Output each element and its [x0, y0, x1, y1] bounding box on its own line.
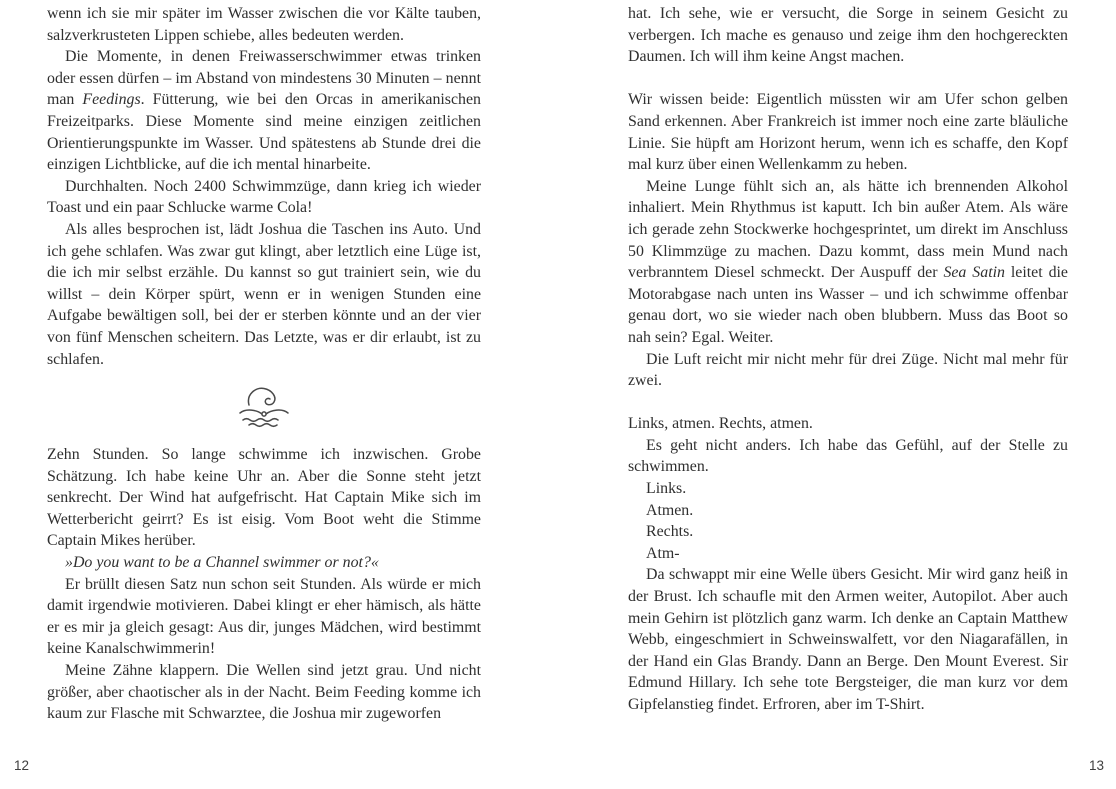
text-run: Da schwappt mir eine Welle übers Gesicht. Mir wird ganz heiß in der Brust. Ich schaufle mit den Armen weiter, Autopilot. Aber auch mein Gehirn ist plötzlich ganz warm. Ich denke an Captain Matthew Webb, eingeschmiert in Schweinswalfett, vor den Niagarafällen, in der Hand ein Glas Brandy. Dann an Berge. Den Mount Everest. Sir Edmund Hillary. Ich sehe tote Bergsteiger, die man kurz vor dem Gipfelanstieg findet. Erfroren, aber im T-Shirt.	[628, 566, 1068, 713]
paragraph	[47, 444, 481, 552]
text-run: Durchhalten. Noch 2400 Schwimmzüge, dann krieg ich wieder Toast und ein paar Schlucke warme Cola!	[47, 177, 481, 217]
page-right-text-column	[628, 3, 1068, 716]
text-run: Rechts.	[646, 523, 694, 541]
section-break	[628, 68, 1068, 90]
italic-text-run: »Do you want to be a Channel swimmer or not?«	[65, 554, 379, 572]
section-break	[628, 392, 1068, 414]
paragraph	[47, 660, 481, 725]
text-run: Meine Zähne klappern. Die Wellen sind jetzt grau. Und nicht größer, aber chaotischer als in der Nacht. Beim Feeding komme ich kaum zur Flasche mit Schwarztee, die Joshua mir zugeworfen	[47, 662, 481, 723]
text-run: . Fütterung, wie bei den Orcas in amerikanischen Freizeitparks. Diese Momente sind meine einzigen zeitlichen Orientierungspunkte im Wasser. Und spätestens ab Stunde drei die einzigen Lichtblicke, auf die ich mental hinarbeite.	[47, 91, 481, 174]
paragraph	[47, 176, 481, 219]
paragraph	[628, 521, 1068, 543]
page-number-right: 13	[1088, 758, 1104, 773]
paragraph	[628, 349, 1068, 392]
paragraph	[628, 564, 1068, 715]
paragraph	[628, 543, 1068, 565]
text-run: Wir wissen beide: Eigentlich müssten wir am Ufer schon gelben Sand erkennen. Aber Frankreich ist immer noch eine zarte bläuliche Linie. Sie hüpft am Horizont herum, wenn ich es schaffe, den Kopf mal kurz über einen Wellenkamm zu heben.	[628, 91, 1068, 174]
swimmer-under-wave-icon	[236, 385, 292, 429]
text-run: Links, atmen. Rechts, atmen.	[628, 415, 813, 433]
paragraph	[628, 176, 1068, 349]
paragraph	[628, 413, 1068, 435]
text-run: Atmen.	[646, 501, 694, 519]
paragraph	[47, 574, 481, 660]
text-run: Es geht nicht anders. Ich habe das Gefühl, auf der Stelle zu schwimmen.	[628, 436, 1068, 476]
page-number-left: 12	[14, 758, 30, 773]
text-run: wenn ich sie mir später im Wasser zwischen die vor Kälte tauben, salzverkrusteten Lippen schiebe, alles bedeuten werden.	[47, 5, 481, 44]
text-run: hat. Ich sehe, wie er versucht, die Sorge in seinem Gesicht zu verbergen. Ich mache es genauso und zeige ihm den hochgereckten Daumen. Ich will ihm keine Angst machen.	[628, 5, 1068, 66]
paragraph	[628, 478, 1068, 500]
paragraph	[47, 552, 481, 574]
text-run: Atm-	[646, 544, 680, 562]
paragraph	[47, 219, 481, 370]
italic-text-run: Feedings	[82, 91, 141, 109]
paragraph	[47, 46, 481, 176]
paragraph	[628, 500, 1068, 522]
text-run: Links.	[646, 480, 687, 498]
paragraph	[628, 3, 1068, 68]
section-ornament	[47, 370, 481, 444]
text-run: Meine Lunge fühlt sich an, als hätte ich brennenden Alkohol inhaliert. Mein Rhythmus ist kaputt. Ich bin außer Atem. Als wäre ich gerade zehn Stockwerke hochgesprintet, um direkt im Anschluss 50 Klimmzüge zu machen. Dazu kommt, dass mein Mund nach verbranntem Diesel schmeckt. Der Auspuff der	[628, 177, 1068, 282]
paragraph	[628, 435, 1068, 478]
page-left-text-column	[47, 3, 481, 725]
paragraph	[628, 89, 1068, 175]
text-run: Er brüllt diesen Satz nun schon seit Stunden. Als würde er mich damit irgendwie motivieren. Dabei klingt er eher hämisch, als hätte er es mir ja gleich gesagt: Aus dir, junges Mädchen, wird bestimmt keine Kanalschwimmerin!	[47, 575, 481, 658]
italic-text-run: Sea Satin	[943, 264, 1005, 282]
text-run: leitet die Motorabgase nach unten ins Wasser – und ich schwimme offenbar genau dort, wo sie wieder nach oben blubbern. Muss das Boot so nah sein? Egal. Weiter.	[628, 264, 1068, 346]
text-run: Als alles besprochen ist, lädt Joshua die Taschen ins Auto. Und ich gehe schlafen. Was zwar gut klingt, aber letztlich eine Lüge ist, die ich mir selbst erzähle. Du kannst so gut trainiert sein, wie du willst – dein Körper spürt, wenn er in wenigen Stunden eine Aufgabe bewältigen soll, bei der er sterben könnte und an der vier von fünf Menschen scheitern. Das Letzte, was er dir erlaubt, ist zu schlafen.	[47, 220, 481, 368]
text-run: Zehn Stunden. So lange schwimme ich inzwischen. Grobe Schätzung. Ich habe keine Uhr an. Aber die Sonne steht jetzt senkrecht. Der Wind hat aufgefrischt. Hat Captain Mike sich im Wetterbericht geirrt? Es ist eisig. Vom Boot weht die Stimme Captain Mikes herüber.	[47, 446, 481, 550]
paragraph	[47, 3, 481, 46]
text-run: Die Luft reicht mir nicht mehr für drei Züge. Nicht mal mehr für zwei.	[628, 350, 1068, 390]
text-run: Die Momente, in denen Freiwasserschwimmer etwas trinken oder essen dürfen – im Abstand von mindestens 30 Minuten – nennt man	[47, 48, 481, 109]
